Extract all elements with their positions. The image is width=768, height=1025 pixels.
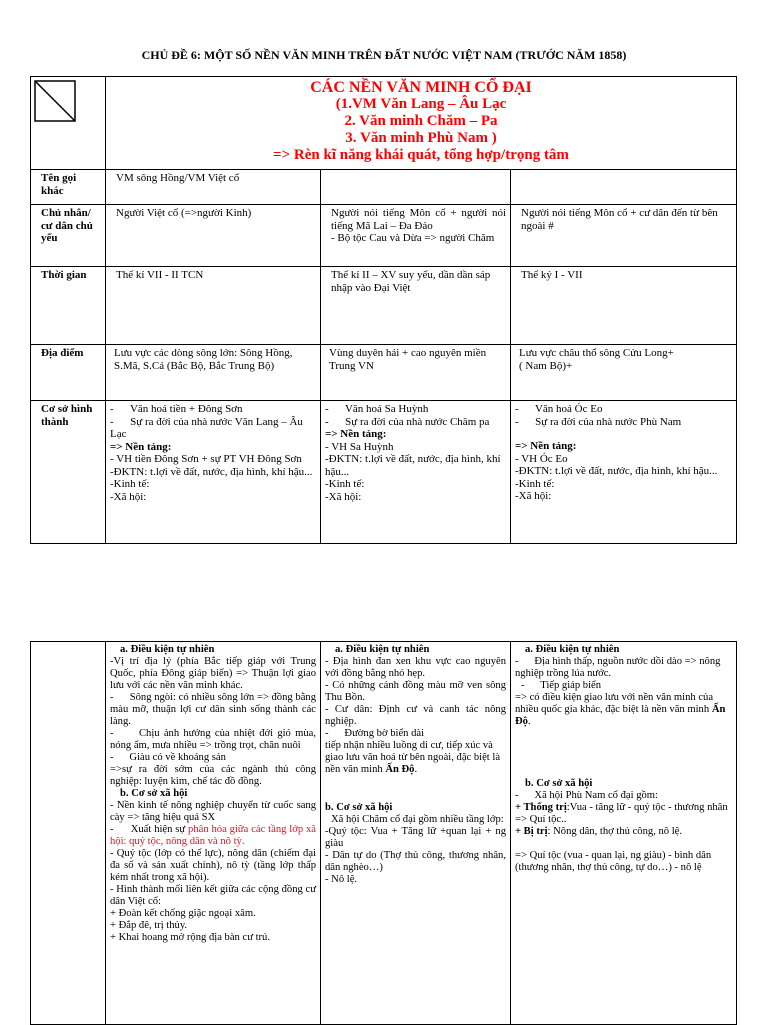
- cell-ten-goi-c2: [321, 170, 511, 205]
- cell-co-so-c1: - Văn hoá tiền + Đông Sơn - Sự ra đời của nhà nước Văn Lang – Âu Lạc => Nền tảng: - VH tiền Đông Sơn + sự PT VH Đông Sơn -ĐKTN: t.lợi về đất, nước, địa hình, khí hậu... -Kinh tế: -Xã hội:: [106, 401, 321, 544]
- heading-line-5: => Rèn kĩ năng khái quát, tổng hợp/trọng tâm: [273, 147, 569, 163]
- cell-thoi-gian-c2: Thế kỉ II – XV suy yếu, dần dần sáp nhập vào Đại Việt: [321, 267, 511, 345]
- heading-line-3: 2. Văn minh Chăm – Pa: [344, 113, 498, 129]
- cell-section2-c1: a. Điều kiện tự nhiên -Vị trí địa lý (phía Bắc tiếp giáp với Trung Quốc, phía Đông giáp biển) => Thuận lợi giao lưu với các nền văn minh khác. - Sông ngòi: có nhiều sông lớn => đồng bằng màu mỡ, thuận lợi cư dân sinh sống thành các làng. - Chịu ảnh hưởng của nhiệt đới gió mùa, nóng ẩm, mưa nhiều => trồng trọt, chăn nuôi - Giàu có về khoáng sản =>sự ra đời sớm của các ngành thủ công nghiệp: luyện kim, chế tác đồ đồng. b. Cơ sở xã hội - Nền kinh tế nông nghiệp chuyển từ cuốc sang cày => tăng hiệu quả SX - Xuất hiện sự phân hóa giữa các tầng lớp xã hội: quý tộc, nông dân và nô tỳ. - Quý tộc (lớp có thế lực), nông dân (chiếm đại đa số và sản xuất chính), nô tỳ (tầng lớp thấp kém nhất trong xã hội). - Hình thành mối liên kết giữa các cộng đồng cư dân Việt cổ: + Đoàn kết chống giặc ngoại xâm. + Đắp đê, trị thủy. + Khai hoang mở rộng địa bàn cư trú.: [106, 642, 321, 1025]
- row-label-thoi-gian: Thời gian: [31, 267, 106, 345]
- table-row: [31, 642, 737, 1025]
- cell-chu-nhan-c3: Người nói tiếng Môn cổ + cư dân đến từ bên ngoài #: [511, 205, 737, 267]
- table-row: [31, 401, 737, 544]
- table-row: [31, 267, 737, 345]
- heading-line-4: 3. Văn minh Phù Nam ): [345, 130, 497, 146]
- cell-chu-nhan-c2: Người nói tiếng Môn cổ + người nói tiếng Mã Lai – Đa Đảo - Bộ tộc Cau và Dừa => người Chăm: [321, 205, 511, 267]
- social-differentiation-line: - Xuất hiện sự phân hóa giữa các tầng lớp xã hội: quý tộc, nông dân và nô tỳ.: [110, 824, 316, 847]
- table-row: [31, 170, 737, 205]
- cell-dia-diem-c2: Vùng duyên hải + cao nguyên miền Trung VN: [321, 345, 511, 401]
- diagonal-box-icon: [31, 77, 106, 169]
- row-label-dia-diem: Địa điểm: [31, 345, 106, 401]
- civilization-table: [30, 76, 737, 544]
- conditions-table: [30, 641, 737, 1025]
- cell-dia-diem-c1: Lưu vực các dòng sông lớn: Sông Hồng, S.Mã, S.Cả (Bắc Bộ, Bắc Trung Bộ): [106, 345, 321, 401]
- empty-label-cell: [31, 642, 106, 1025]
- cell-section2-c2: a. Điều kiện tự nhiên - Địa hình đan xen khu vực cao nguyên với đồng bằng nhỏ hẹp. - Có những cánh đồng màu mỡ ven sông Thu Bồn. - Cư dân: Định cư và canh tác nông nghiệp. - Đường bờ biển dài tiếp nhận nhiều luồng di cư, tiếp xúc và giao lưu văn hoá từ bên ngoài, đặc biệt là nền văn minh Ấn Độ. b. Cơ sở xã hội Xã hội Chăm cổ đại gồm nhiều tầng lớp: -Quý tộc: Vua + Tăng lữ +quan lại + ng giàu - Dân tự do (Thợ thủ công, thương nhân, dân nghèo…) - Nô lệ.: [321, 642, 511, 1025]
- table-heading: [106, 77, 737, 170]
- document-title: CHỦ ĐỀ 6: MỘT SỐ NỀN VĂN MINH TRÊN ĐẤT NƯỚC VIỆT NAM (TRƯỚC NĂM 1858): [141, 48, 627, 62]
- cell-section2-c3: a. Điều kiện tự nhiên - Địa hình thấp, nguồn nước dồi dào => nông nghiệp trồng lúa nước. - Tiếp giáp biển => có điều kiện giao lưu với nền văn minh của nhiều quốc gia khác, đặc biệt là nền văn minh Ấn Độ. b. Cơ sở xã hội - Xã hội Phù Nam cổ đại gồm: + Thống trị:Vua - tăng lữ - quý tộc - thương nhân => Quí tộc.. + Bị trị: Nông dân, thợ thủ công, nô lệ. => Quí tộc (vua - quan lại, ng giàu) - bình dân (thương nhân, thợ thủ công, tự do…) - nô lệ: [511, 642, 737, 1025]
- cell-ten-goi-c3: [511, 170, 737, 205]
- table-row: [31, 205, 737, 267]
- table-row: [31, 345, 737, 401]
- row-label-co-so: Cơ sở hình thành: [31, 401, 106, 544]
- cell-thoi-gian-c1: Thế kỉ VII - II TCN: [106, 267, 321, 345]
- cell-chu-nhan-c1: Người Việt cổ (=>người Kinh): [106, 205, 321, 267]
- heading-line-2: (1.VM Văn Lang – Âu Lạc: [335, 96, 507, 112]
- cell-co-so-c2: - Văn hoá Sa Huỳnh - Sự ra đời của nhà nước Chăm pa => Nền tảng: - VH Sa Huỳnh -ĐKTN: t.lợi về đất, nước, địa hình, khí hậu... -Kinh tế: -Xã hội:: [321, 401, 511, 544]
- cell-co-so-c3: - Văn hoá Óc Eo - Sự ra đời của nhà nước Phù Nam => Nền tảng: - VH Óc Eo -ĐKTN: t.lợi về đất, nước, địa hình, khí hậu... -Kinh tế: -Xã hội:: [511, 401, 737, 544]
- row-label-chu-nhan: Chủ nhân/ cư dân chủ yếu: [31, 205, 106, 267]
- diagonal-corner-cell: [31, 77, 106, 170]
- table-header-row: [31, 77, 737, 170]
- row-label-ten-goi: Tên gọi khác: [31, 170, 106, 205]
- cell-ten-goi-c1: VM sông Hồng/VM Việt cổ: [106, 170, 321, 205]
- cell-dia-diem-c3: Lưu vực châu thổ sông Cửu Long+ ( Nam Bộ)+: [511, 345, 737, 401]
- heading-line-1: CÁC NỀN VĂN MINH CỔ ĐẠI: [310, 79, 532, 96]
- cell-thoi-gian-c3: Thế kỷ I - VII: [511, 267, 737, 345]
